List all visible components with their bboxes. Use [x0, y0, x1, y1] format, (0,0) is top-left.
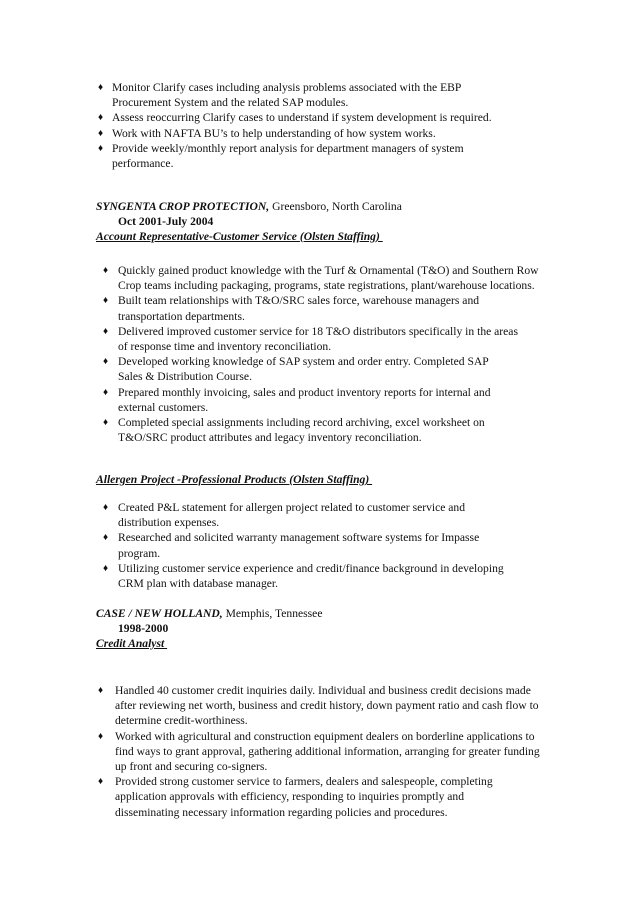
diamond-bullet-icon: ♦	[103, 502, 109, 513]
list-item: ♦ Provide weekly/monthly report analysis for department managers of system performance.	[98, 141, 464, 171]
intro-bullet-list	[0, 80, 638, 171]
list-item: ♦ Created P&L statement for allergen project related to customer service and distribution expenses.	[103, 501, 466, 530]
list-item: ♦ Worked with agricultural and construction equipment dealers on borderline applications to find ways to grant approval, gathering additional information, arranging for greater funding up front and securing co-signers.	[98, 729, 540, 774]
case-header	[0, 606, 638, 651]
diamond-bullet-icon: ♦	[103, 265, 109, 276]
job-title: Credit Analyst	[96, 637, 168, 650]
intro-section	[0, 80, 638, 171]
diamond-bullet-icon: ♦	[98, 127, 104, 139]
diamond-bullet-icon: ♦	[98, 730, 104, 742]
list-item: ♦ Built team relationships with T&O/SRC sales force, warehouse managers and transportation departments.	[103, 294, 480, 323]
company-name: CASE / NEW HOLLAND,	[96, 607, 223, 620]
diamond-bullet-icon: ♦	[98, 685, 104, 696]
list-item: ♦ Prepared monthly invoicing, sales and product inventory reports for internal and external customers.	[103, 385, 491, 414]
job-title: Account Representative-Customer Service (Olsten Staffing)	[96, 230, 383, 243]
diamond-bullet-icon: ♦	[98, 82, 104, 93]
employer-line	[0, 606, 638, 621]
list-item: ♦ Assess reoccurring Clarify cases to understand if system development is required.	[98, 111, 492, 125]
diamond-bullet-icon: ♦	[98, 776, 104, 788]
list-item: ♦ Monitor Clarify cases including analysis problems associated with the EBP Procurement System and the related SAP modules.	[98, 81, 461, 110]
list-item: ♦ Developed working knowledge of SAP system and order entry. Completed SAP Sales & Distribution Course.	[103, 355, 489, 384]
diamond-bullet-icon: ♦	[103, 417, 109, 429]
diamond-bullet-icon: ♦	[103, 532, 109, 544]
diamond-bullet-icon: ♦	[98, 112, 104, 124]
role2-bullet-list	[0, 500, 638, 591]
company-location: Memphis, Tennessee	[222, 607, 323, 620]
role1-bullet-list	[0, 263, 638, 445]
list-item: ♦ Researched and solicited warranty management software systems for Impasse program.	[103, 531, 480, 560]
syngenta-role1-section	[0, 263, 638, 445]
diamond-bullet-icon: ♦	[103, 562, 109, 574]
employment-dates: 1998-2000	[118, 622, 169, 635]
case-bullet-list	[0, 683, 638, 820]
list-item: ♦ Completed special assignments including record archiving, excel worksheet on T&O/SRC product attributes and legacy inventory reconciliation.	[103, 416, 485, 445]
list-item: ♦ Quickly gained product knowledge with the Turf & Ornamental (T&O) and Southern Row Crop teams including packaging, programs, state registrations, plant/warehouse locations.	[103, 264, 539, 293]
company-name: SYNGENTA CROP PROTECTION,	[96, 200, 270, 213]
list-item: ♦ Handled 40 customer credit inquiries daily. Individual and business credit decisions made after reviewing net worth, business and credit history, down payment ratio and cash flow to determine credit-worthiness.	[98, 684, 539, 728]
syngenta-header	[0, 199, 638, 244]
employment-dates: Oct 2001-July 2004	[118, 215, 214, 228]
diamond-bullet-icon: ♦	[103, 386, 109, 398]
diamond-bullet-icon: ♦	[98, 142, 104, 154]
list-item: ♦ Delivered improved customer service for 18 T&O distributors specifically in the areas of response time and inventory reconciliation.	[103, 324, 518, 354]
case-section	[0, 683, 638, 820]
list-item: ♦ Utilizing customer service experience and credit/finance background in developing CRM plan with database manager.	[103, 561, 504, 591]
diamond-bullet-icon: ♦	[103, 295, 109, 307]
syngenta-role2-section	[0, 500, 638, 591]
syngenta-role2-header	[0, 472, 638, 487]
list-item: ♦ Provided strong customer service to farmers, dealers and salespeople, completing application approvals with efficiency, responding to inquiries promptly and disseminating necessary information regarding policies and procedures.	[98, 775, 493, 819]
employer-line	[0, 199, 638, 214]
job-title: Allergen Project -Professional Products (Olsten Staffing)	[96, 473, 373, 486]
diamond-bullet-icon: ♦	[103, 356, 109, 368]
company-location: Greensboro, North Carolina	[269, 200, 402, 213]
diamond-bullet-icon: ♦	[103, 325, 109, 337]
list-item: ♦ Work with NAFTA BU’s to help understanding of how system works.	[98, 126, 436, 140]
